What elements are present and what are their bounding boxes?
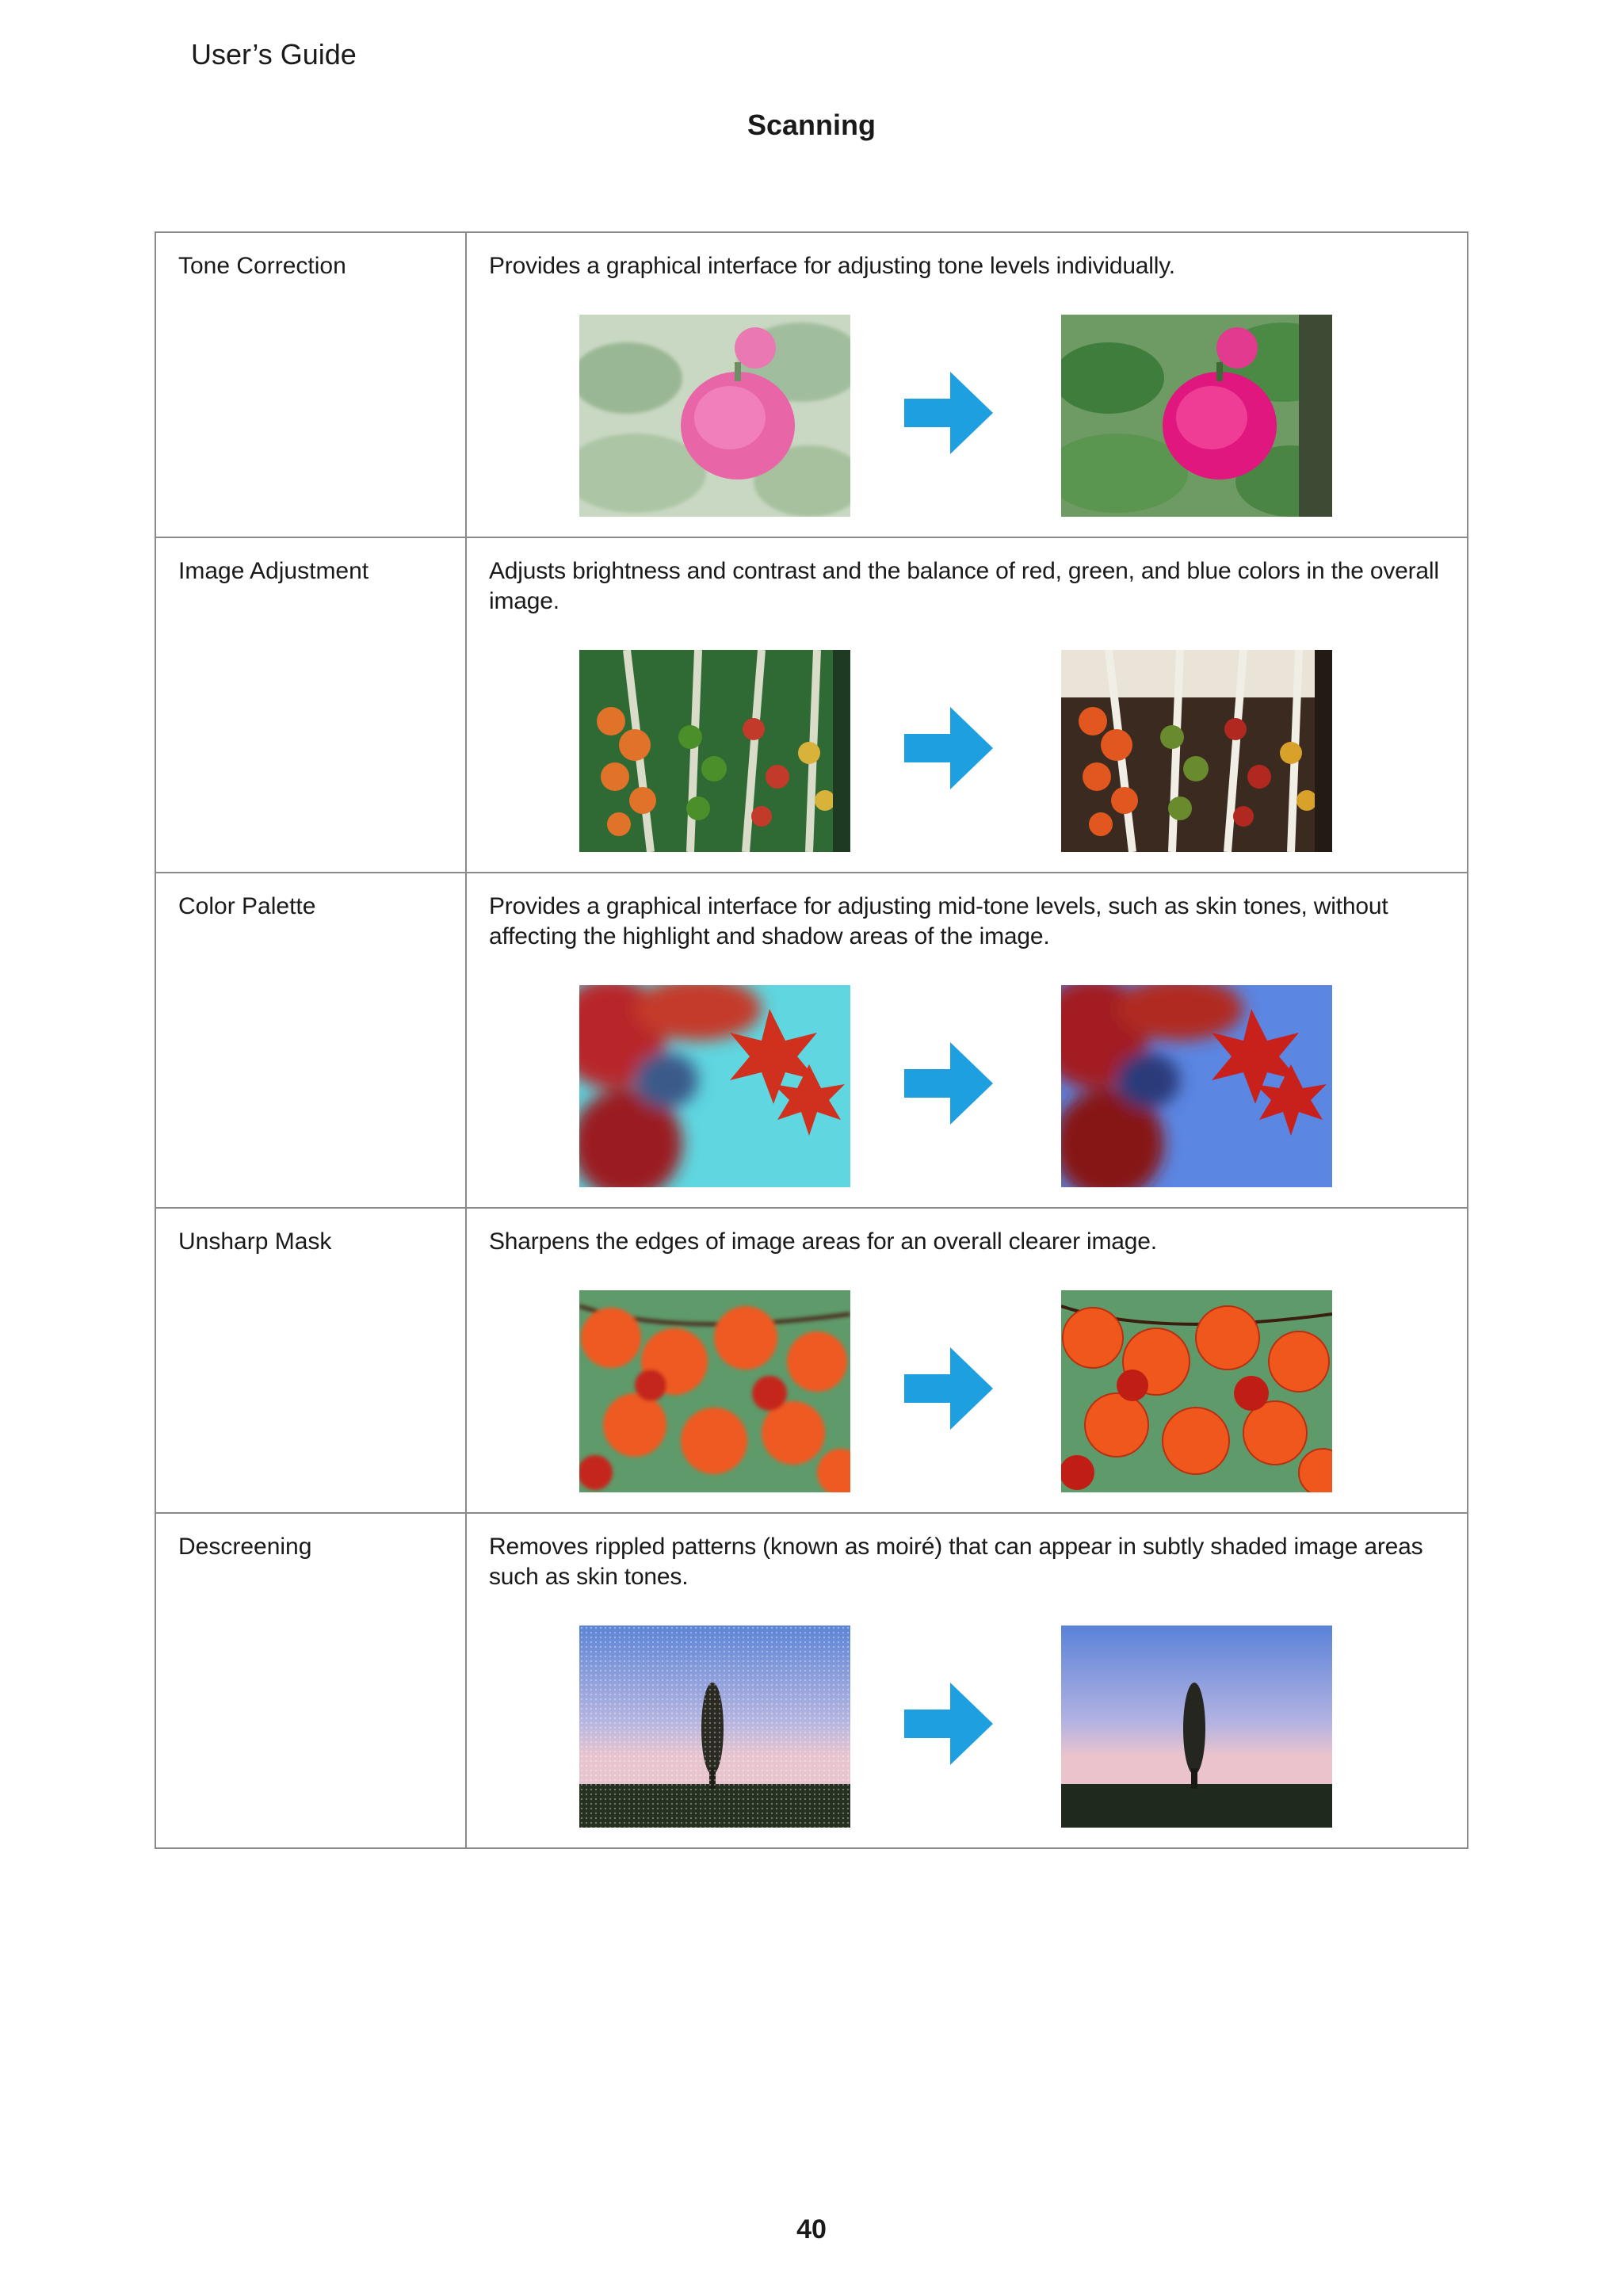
before-image-tree-sunset — [579, 1626, 850, 1828]
example-images — [467, 985, 1467, 1190]
feature-description-cell — [466, 232, 1468, 537]
feature-table — [155, 231, 1468, 1849]
feature-name: Descreening — [178, 1534, 312, 1560]
feature-description-cell — [466, 537, 1468, 873]
before-image-vegetables — [579, 650, 850, 852]
feature-description-cell — [466, 1513, 1468, 1848]
after-image-peony — [1061, 315, 1332, 517]
feature-description-cell — [466, 873, 1468, 1208]
feature-name: Unsharp Mask — [178, 1228, 332, 1255]
right-arrow-icon — [904, 372, 993, 454]
feature-description: Sharpens the edges of image areas for an overall clearer image. — [489, 1228, 1157, 1255]
example-images — [467, 1626, 1467, 1830]
example-images — [467, 315, 1467, 519]
table-row — [155, 1513, 1468, 1848]
before-image-autumn-leaves — [579, 1290, 850, 1492]
page-number: 40 — [796, 2214, 827, 2244]
after-image-vegetables — [1061, 650, 1332, 852]
feature-description-cell — [466, 1208, 1468, 1513]
feature-name-cell — [155, 232, 466, 537]
feature-name: Image Adjustment — [178, 558, 369, 584]
feature-name-cell — [155, 537, 466, 873]
after-image-tree-sunset — [1061, 1626, 1332, 1828]
feature-name-cell — [155, 1208, 466, 1513]
feature-description: Provides a graphical interface for adjusting mid-tone levels, such as skin tones, without affecting the highlight and shadow areas of the image. — [489, 893, 1388, 949]
section-title: Scanning — [747, 109, 876, 141]
table-row — [155, 537, 1468, 873]
right-arrow-icon — [904, 707, 993, 789]
feature-name-cell — [155, 873, 466, 1208]
feature-name: Tone Correction — [178, 253, 346, 279]
right-arrow-icon — [904, 1683, 993, 1765]
feature-name-cell — [155, 1513, 466, 1848]
example-images — [467, 650, 1467, 854]
after-image-maple-leaves — [1061, 985, 1332, 1187]
feature-name: Color Palette — [178, 893, 316, 919]
guide-title: User’s Guide — [191, 38, 357, 71]
example-images — [467, 1290, 1467, 1495]
table-row — [155, 1208, 1468, 1513]
right-arrow-icon — [904, 1042, 993, 1125]
feature-description: Removes rippled patterns (known as moiré) that can appear in subtly shaded image areas such as skin tones. — [489, 1534, 1423, 1590]
feature-description: Provides a graphical interface for adjusting tone levels individually. — [489, 253, 1175, 279]
feature-description: Adjusts brightness and contrast and the balance of red, green, and blue colors in the overall image. — [489, 558, 1439, 614]
table-row — [155, 232, 1468, 537]
before-image-peony — [579, 315, 850, 517]
right-arrow-icon — [904, 1347, 993, 1430]
table-row — [155, 873, 1468, 1208]
before-image-maple-leaves — [579, 985, 850, 1187]
after-image-autumn-leaves — [1061, 1290, 1332, 1492]
